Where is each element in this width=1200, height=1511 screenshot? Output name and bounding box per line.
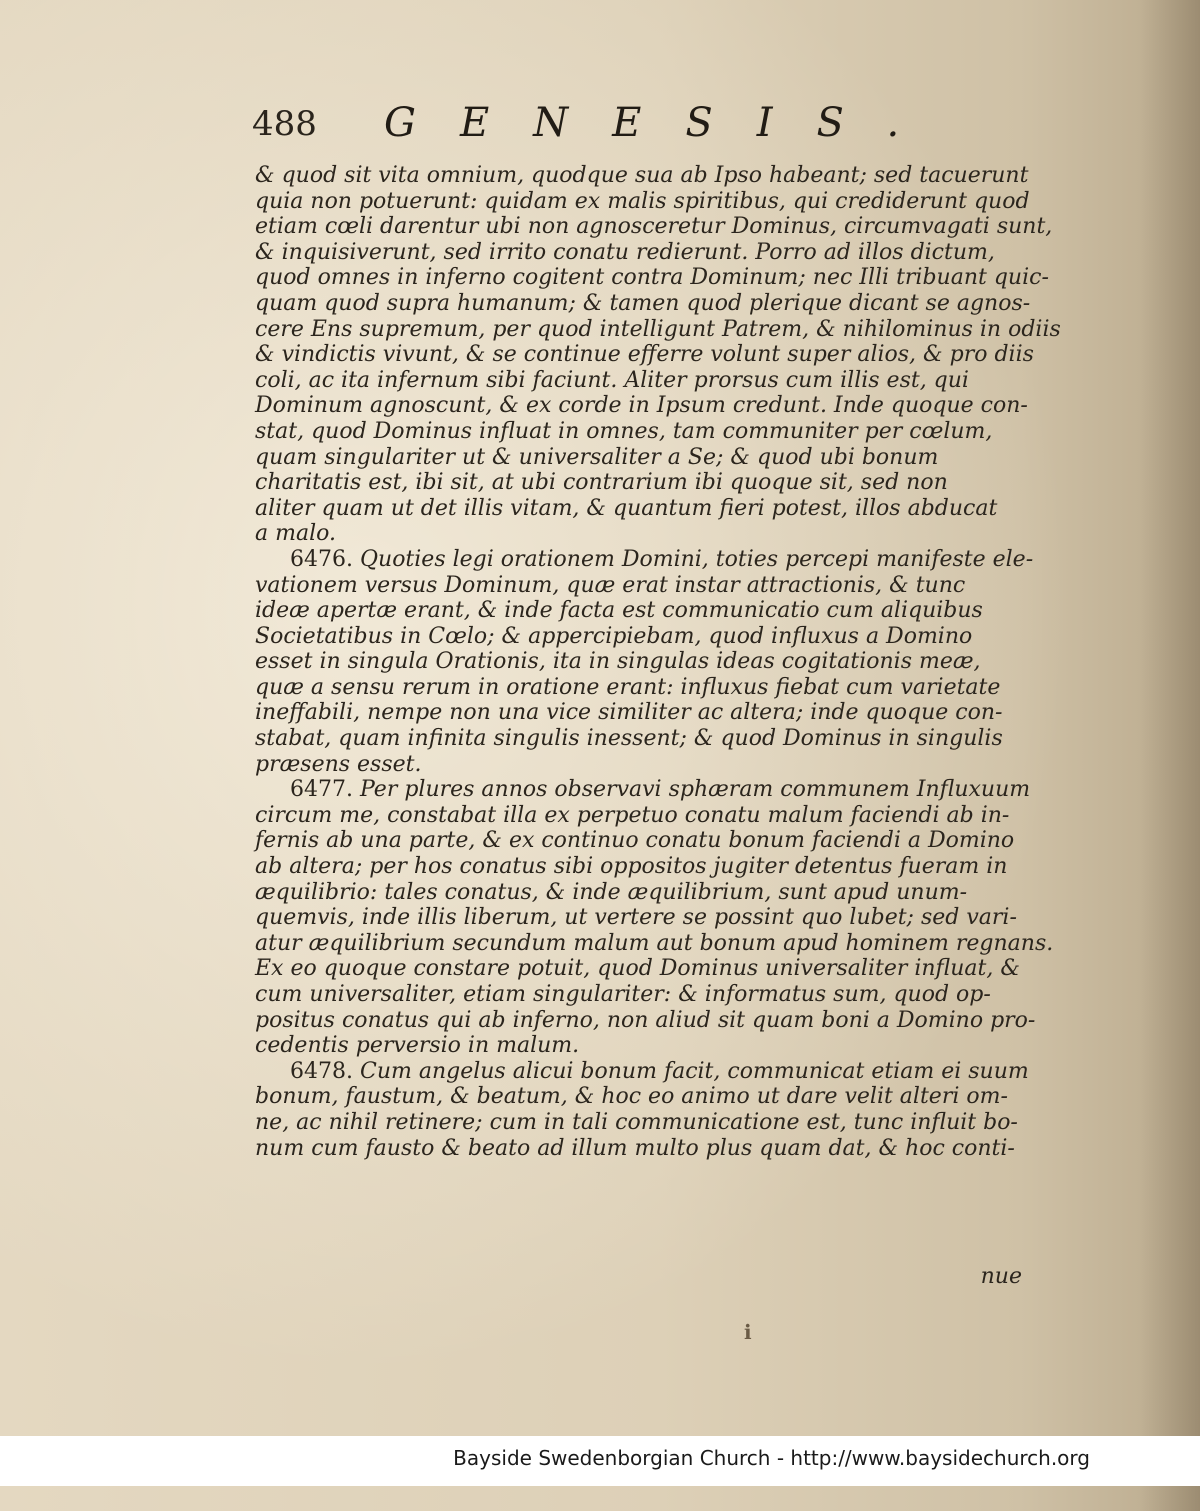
text-line: [255, 726, 1020, 752]
line-text: Quoties legi orationem Domini, toties percepi manifeste ele-: [359, 546, 1034, 572]
line-text: ne, ac nihil retinere; cum in tali communicatione est, tunc influit bo-: [255, 1109, 1018, 1135]
text-line: [255, 675, 1020, 701]
line-text: Per plures annos observavi sphæram communem Influxuum: [359, 777, 1031, 803]
line-text: quod omnes in inferno cogitent contra Dominum; nec Illi tribuant quic-: [255, 265, 1049, 291]
body-text: [255, 163, 1061, 1161]
text-line: [255, 445, 1020, 471]
line-text: & inquisiverunt, sed irrito conatu redierunt. Porro ad illos dictum,: [255, 239, 995, 265]
text-line: [255, 828, 1020, 854]
text-line: [255, 598, 1020, 624]
text-line: [255, 214, 1053, 240]
text-line: [255, 752, 1020, 778]
line-text: Dominum agnoscunt, & ex corde in Ipsum credunt. Inde quoque con-: [255, 393, 1028, 419]
line-text: ideæ apertæ erant, & inde facta est communicatio cum aliquibus: [255, 598, 983, 624]
line-text: positus conatus qui ab inferno, non aliud sit quam boni a Domino pro-: [255, 1007, 1036, 1033]
paragraph-number: 6477.: [290, 777, 353, 803]
line-text: atur æquilibrium secundum malum aut bonum apud hominem regnans.: [255, 930, 1054, 956]
text-line: [255, 700, 1020, 726]
text-line: [255, 496, 1020, 522]
line-text: quam quod supra humanum; & tamen quod plerique dicant se agnos-: [255, 290, 1031, 316]
paragraph-number: 6478.: [290, 1058, 353, 1084]
text-line: [255, 982, 1020, 1008]
line-text: circum me, constabat illa ex perpetuo conatu malum faciendi ab in-: [255, 802, 1010, 828]
text-line: [255, 1033, 1020, 1059]
line-text: vationem versus Dominum, quæ erat instar attractionis, & tunc: [255, 572, 966, 598]
text-line: [255, 521, 1020, 547]
text-line: [255, 240, 1020, 266]
text-line: [255, 956, 1020, 982]
text-line: [255, 163, 1029, 189]
line-text: cere Ens supremum, per quod intelligunt Patrem, & nihilominus in odiis: [255, 316, 1061, 342]
text-line: [255, 930, 1054, 957]
signature-mark: ℹ: [744, 1320, 752, 1344]
text-line: [255, 803, 1020, 829]
line-text: & quod sit vita omnium, quodque sua ab Ipso habeant; sed tacuerunt: [255, 163, 1029, 188]
text-line: [255, 393, 1028, 419]
line-text: charitatis est, ibi sit, at ubi contrarium ibi quoque sit, sed non: [255, 470, 948, 496]
catchword: nue: [980, 1264, 1022, 1289]
watermark-text: Bayside Swedenborgian Church - http://www.baysidechurch.org: [453, 1446, 1090, 1470]
line-text: cedentis perversio in malum.: [255, 1033, 580, 1059]
line-text: a malo.: [255, 521, 336, 547]
line-text: ab altera; per hos conatus sibi oppositos jugiter detentus fueram in: [255, 854, 1008, 880]
text-line: [255, 546, 1034, 573]
line-text: & vindictis vivunt, & se continue efferre volunt super alios, & pro diis: [255, 342, 1034, 368]
page-edge-shadow: [1140, 0, 1200, 1511]
text-line: [255, 290, 1031, 317]
text-line: [255, 265, 1049, 291]
line-text: aliter quam ut det illis vitam, & quantum fieri potest, illos abducat: [255, 495, 998, 521]
text-line: [255, 368, 1020, 394]
line-text: præsens esset.: [255, 751, 422, 777]
text-line: [255, 419, 1020, 445]
line-text: Societatibus in Cœlo; & appercipiebam, quod influxus a Domino: [255, 623, 973, 649]
line-text: æquilibrio: tales conatus, & inde æquilibrium, sunt apud unum-: [255, 879, 968, 905]
page-number: 488: [252, 104, 317, 144]
line-text: etiam cœli darentur ubi non agnosceretur Dominus, circumvagati sunt,: [255, 214, 1053, 240]
text-line: [255, 1110, 1020, 1136]
paragraph-number: 6476.: [290, 546, 353, 572]
text-line: [255, 624, 1020, 650]
text-line: [255, 316, 1061, 343]
line-text: fernis ab una parte, & ex continuo conatu bonum faciendi a Domino: [255, 828, 1015, 854]
line-text: num cum fausto & beato ad illum multo plus quam dat, & hoc conti-: [255, 1135, 1015, 1161]
text-line: [255, 649, 1020, 675]
line-text: ineffabili, nempe non una vice similiter ac altera; inde quoque con-: [255, 700, 1003, 726]
text-line: [255, 777, 1031, 803]
text-line: [255, 1136, 1020, 1162]
text-line: [255, 573, 1020, 599]
text-line: [255, 470, 1020, 496]
line-text: quam singulariter ut & universaliter a Se; & quod ubi bonum: [255, 444, 939, 470]
line-text: quæ a sensu rerum in oratione erant: influxus fiebat cum varietate: [255, 674, 1001, 700]
text-line: [255, 342, 1034, 368]
line-text: coli, ac ita infernum sibi faciunt. Aliter prorsus cum illis est, qui: [255, 367, 969, 393]
line-text: stat, quod Dominus influat in omnes, tam communiter per cœlum,: [255, 418, 993, 444]
watermark-bar: [0, 1436, 1200, 1486]
running-title: GENESIS.: [384, 100, 944, 146]
line-text: quemvis, inde illis liberum, ut vertere se possint quo lubet; sed vari-: [255, 905, 1017, 931]
text-line: [255, 880, 1020, 906]
text-line: [255, 1058, 1029, 1085]
line-text: Ex eo quoque constare potuit, quod Dominus universaliter influat, &: [255, 956, 1020, 982]
text-line: [255, 905, 1020, 931]
line-text: stabat, quam infinita singulis inessent; & quod Dominus in singulis: [255, 726, 1003, 752]
text-line: [255, 188, 1030, 215]
line-text: cum universaliter, etiam singulariter: & informatus sum, quod op-: [255, 982, 991, 1007]
text-line: [255, 854, 1020, 880]
line-text: esset in singula Orationis, ita in singulas ideas cogitationis meæ,: [255, 649, 981, 675]
text-line: [255, 1084, 1020, 1110]
line-text: quia non potuerunt: quidam ex malis spiritibus, qui crediderunt quod: [255, 188, 1030, 214]
text-line: [255, 1007, 1036, 1034]
page-header: [252, 100, 1012, 160]
line-text: Cum angelus alicui bonum facit, communicat etiam ei suum: [359, 1058, 1029, 1084]
line-text: bonum, faustum, & beatum, & hoc eo animo ut dare velit alteri om-: [255, 1084, 1008, 1110]
